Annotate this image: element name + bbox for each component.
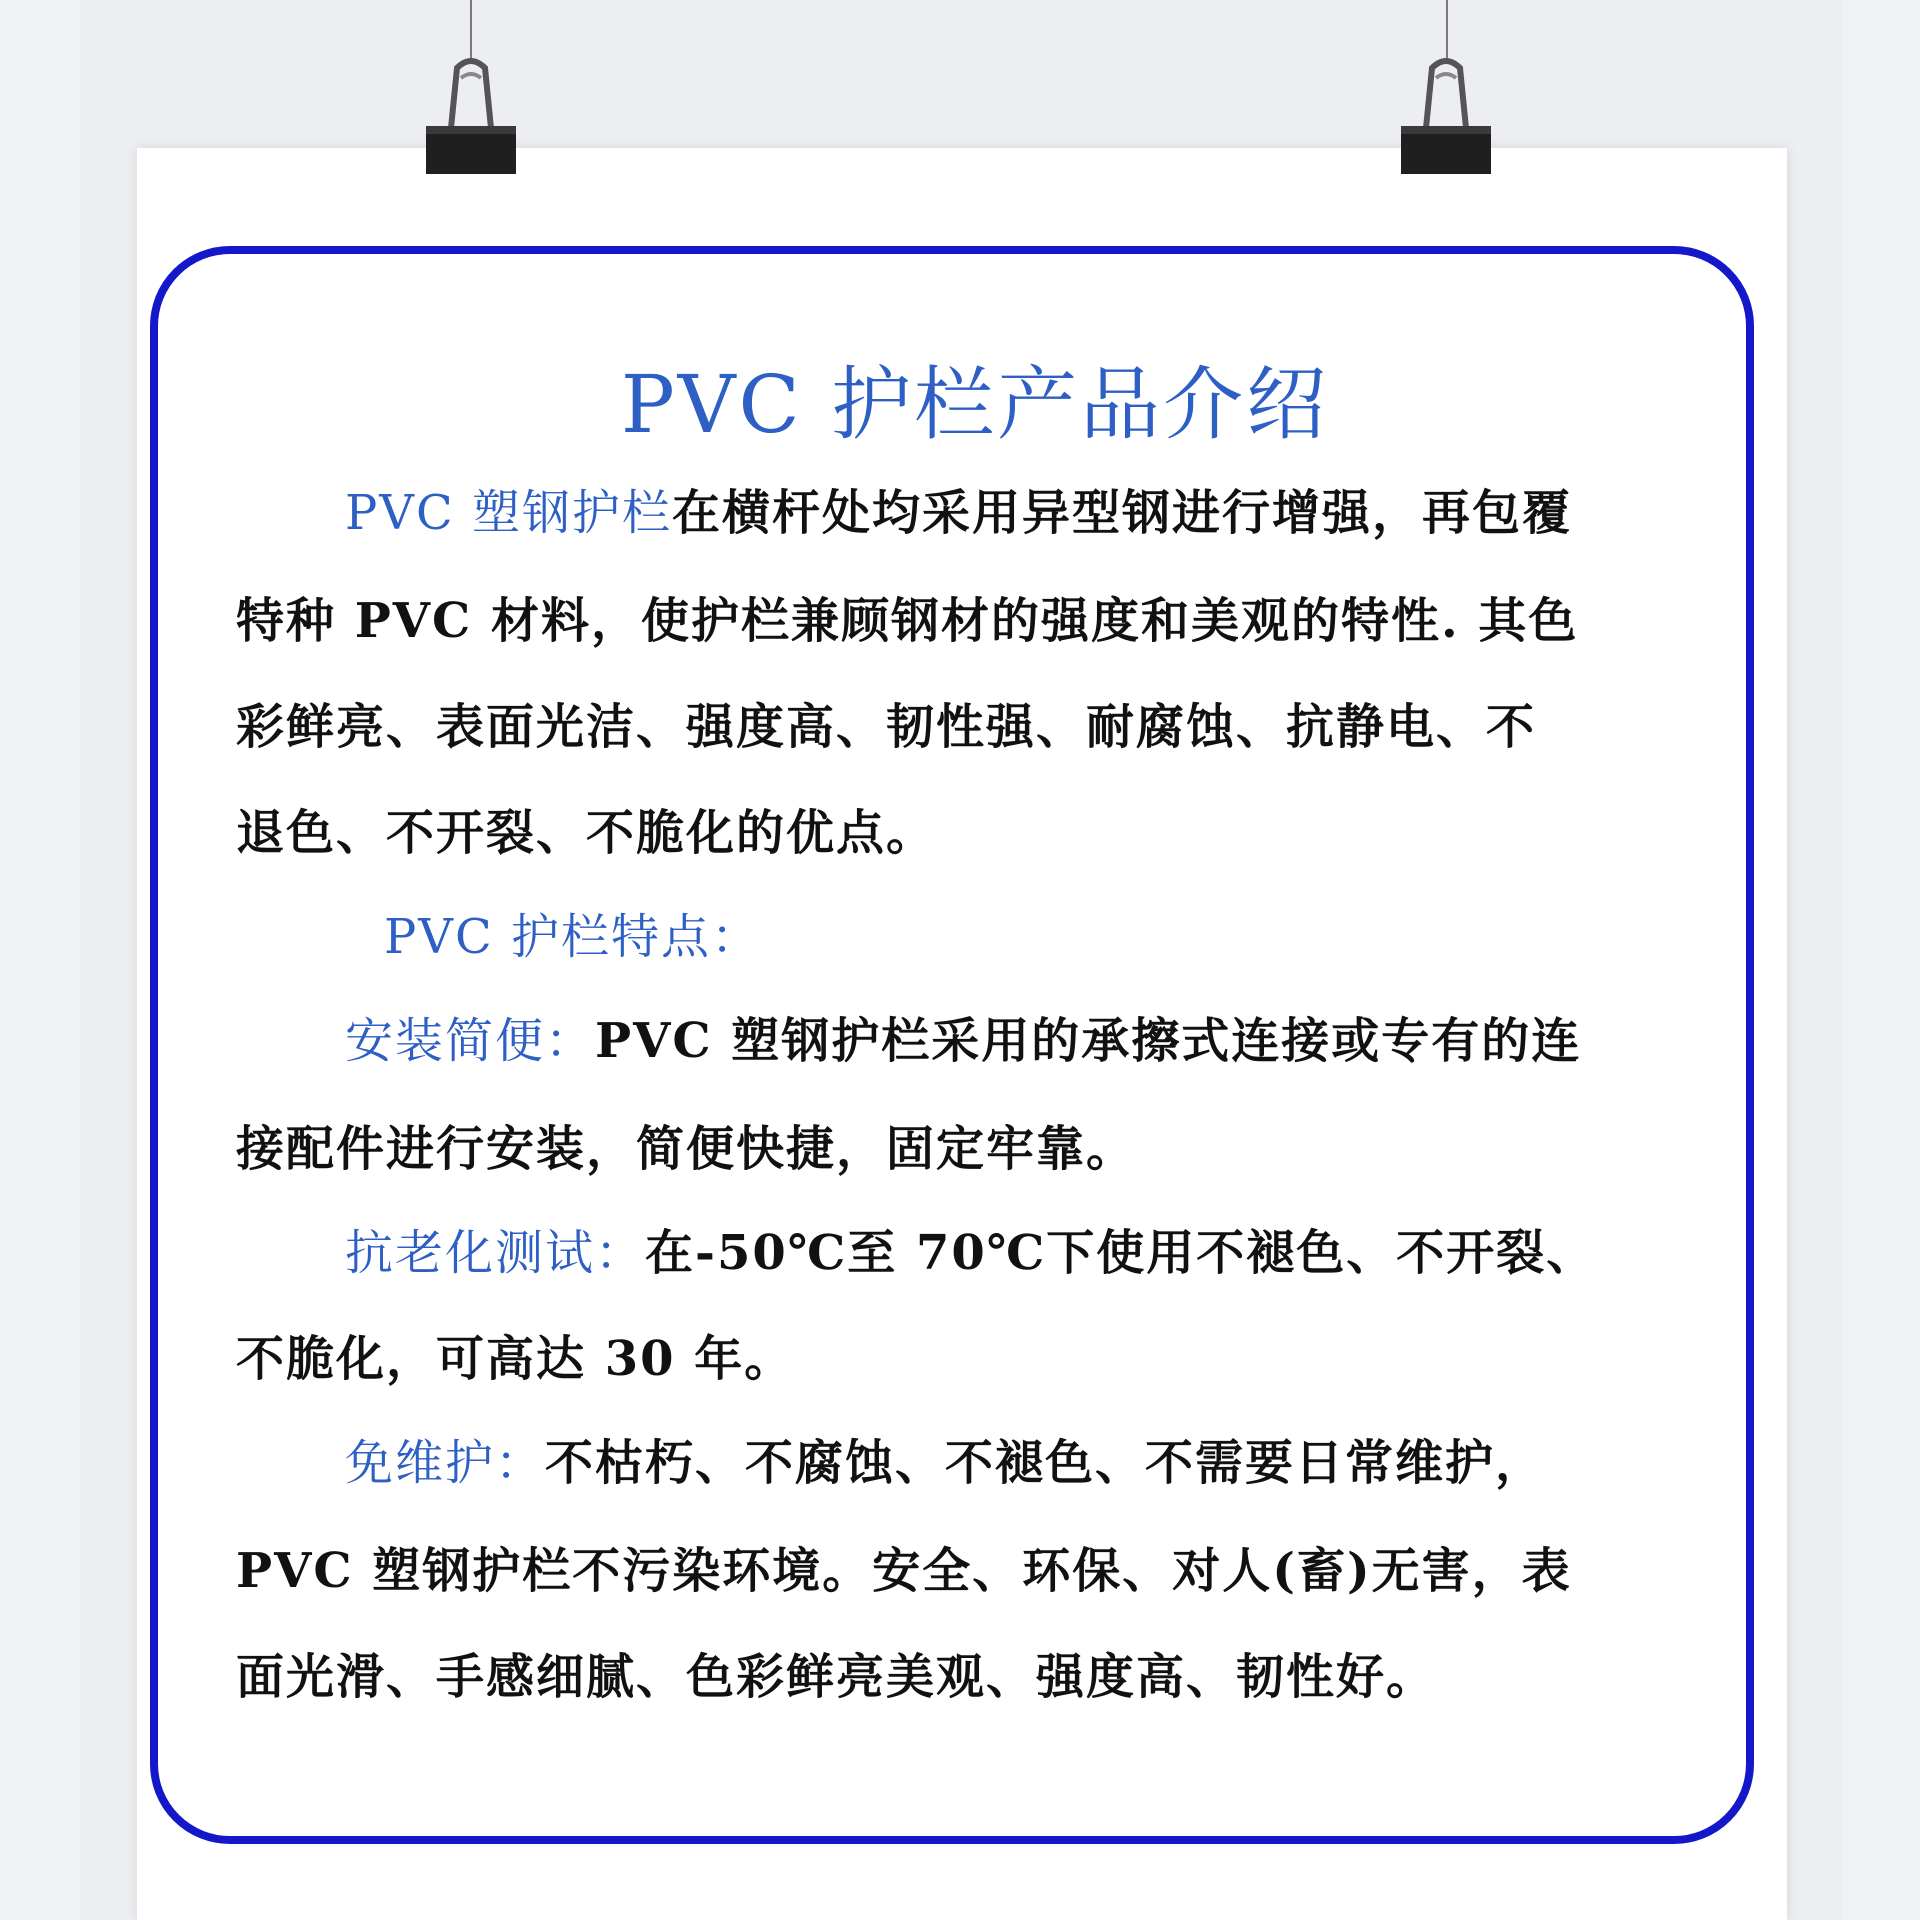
install-label: 安装简便： xyxy=(345,1013,596,1069)
maintenance-text-1: 不枯朽、不腐蚀、不褪色、不需要日常维护， xyxy=(545,1435,1546,1491)
binder-clip-left-icon xyxy=(421,48,521,178)
intro-line-2: 特种 PVC 材料，使护栏兼顾钢材的强度和美观的特性. 其色 xyxy=(236,593,1579,649)
maintenance-line-1 xyxy=(345,1424,1545,1493)
install-line-2: 接配件进行安装，简便快捷，固定牢靠。 xyxy=(236,1121,1137,1177)
maintenance-label: 免维护： xyxy=(345,1435,546,1491)
intro-line-1 xyxy=(345,474,1572,543)
install-text-1: PVC 塑钢护栏采用的承擦式连接或专有的连 xyxy=(595,1013,1582,1069)
intro-line-3: 彩鲜亮、表面光洁、强度高、韧性强、耐腐蚀、抗静电、不 xyxy=(236,699,1537,755)
page-title: PVC 护栏产品介绍 xyxy=(620,358,1330,451)
intro-line-4: 退色、不开裂、不脆化的优点。 xyxy=(236,805,937,861)
install-line-1 xyxy=(345,1002,1581,1071)
aging-text-1: 在-50℃至 70℃下使用不褪色、不开裂、 xyxy=(645,1225,1597,1281)
aging-line-1 xyxy=(345,1214,1596,1283)
features-heading: PVC 护栏特点： xyxy=(384,909,761,965)
intro-lead: PVC 塑钢护栏 xyxy=(345,485,672,541)
binder-clip-right-icon xyxy=(1396,48,1496,178)
maintenance-line-3: 面光滑、手感细腻、色彩鲜亮美观、强度高、韧性好。 xyxy=(236,1649,1437,1705)
aging-label: 抗老化测试： xyxy=(345,1225,646,1281)
intro-text-1: 在横杆处均采用异型钢进行增强，再包覆 xyxy=(671,485,1572,541)
maintenance-line-2: PVC 塑钢护栏不污染环境。安全、环保、对人(畜)无害，表 xyxy=(236,1543,1572,1599)
aging-line-2: 不脆化，可高达 30 年。 xyxy=(236,1331,795,1387)
